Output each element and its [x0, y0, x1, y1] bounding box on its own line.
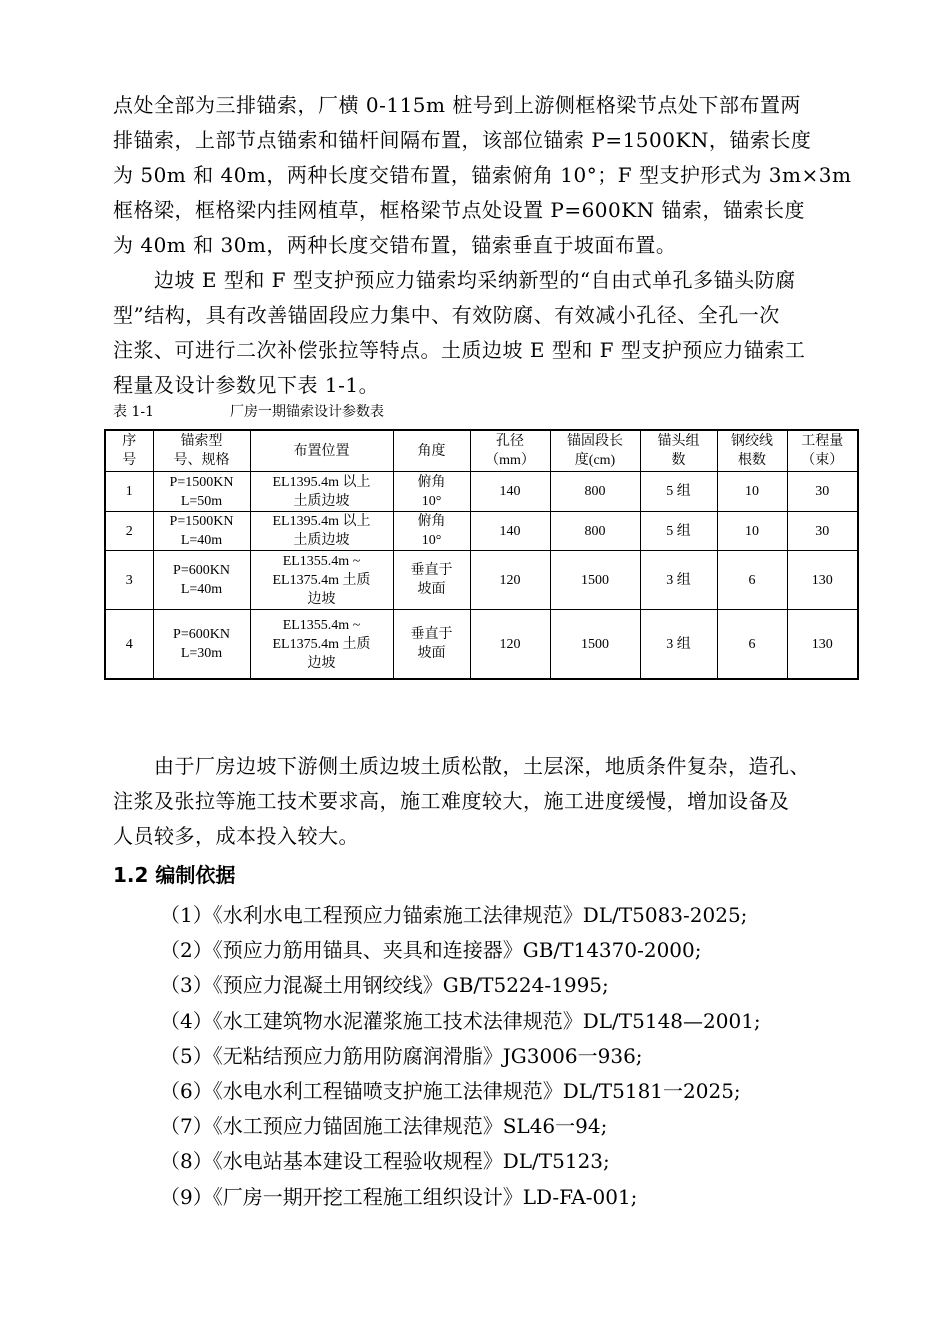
cell-heads: 3 组	[640, 610, 717, 680]
cell-location: EL1355.4m ~ EL1375.4m 土质 边坡	[250, 610, 393, 680]
header-angle: 角度	[393, 430, 470, 472]
text-line: 由于厂房边坡下游侧土质边坡土质松散，土层深，地质条件复杂，造孔、	[113, 754, 810, 778]
header-strands: 钢绞线 根数	[717, 430, 787, 472]
header-anchor-length: 锚固段长 度(cm)	[550, 430, 640, 472]
text-line: 点处全部为三排锚索，厂横 0-115m 桩号到上游侧框格梁节点处下部布置两	[113, 93, 801, 117]
cell-quantity: 130	[787, 610, 858, 680]
list-item: （5）《无粘结预应力筋用防腐润滑脂》JG3006一936;	[160, 1043, 643, 1068]
cell-anchor-length: 1500	[550, 551, 640, 610]
header-anchor-heads: 锚头组 数	[640, 430, 717, 472]
text-line: 程量及设计参数见下表 1-1。	[113, 373, 380, 397]
cell-no: 3	[105, 551, 153, 610]
cell-quantity: 30	[787, 472, 858, 512]
text-line: 人员较多，成本投入较大。	[113, 824, 359, 848]
table-row	[105, 512, 858, 551]
cell-spec: P=1500KN L=40m	[153, 512, 250, 551]
cell-angle: 俯角 10°	[393, 512, 470, 551]
text-line: 为 50m 和 40m，两种长度交错布置，锚索俯角 10°；F 型支护形式为 3m×3m	[113, 163, 852, 187]
paragraph-anchor-structure	[113, 263, 865, 403]
text-line: 注浆、可进行二次补偿张拉等特点。土质边坡 E 型和 F 型支护预应力锚索工	[113, 338, 806, 362]
header-quantity: 工程量 （束）	[787, 430, 858, 472]
list-item: （1）《水利水电工程预应力锚索施工法律规范》DL/T5083-2025;	[160, 903, 748, 927]
header-location: 布置位置	[250, 430, 393, 472]
cell-no: 2	[105, 512, 153, 551]
text-line: 边坡 E 型和 F 型支护预应力锚索均采纳新型的“自由式单孔多锚头防腐	[113, 268, 796, 292]
cell-strands: 6	[717, 610, 787, 680]
cell-strands: 10	[717, 472, 787, 512]
cell-anchor-length: 800	[550, 512, 640, 551]
cell-quantity: 30	[787, 512, 858, 551]
text-line: 注浆及张拉等施工技术要求高，施工难度较大，施工进度缓慢，增加设备及	[113, 789, 790, 813]
text-line: 框格梁，框格梁内挂网植草，框格梁节点处设置 P=600KN 锚索，锚索长度	[113, 198, 806, 222]
cell-strands: 6	[717, 551, 787, 610]
anchor-parameters-table	[104, 429, 859, 680]
list-item: （4）《水工建筑物水泥灌浆施工技术法律规范》DL/T5148—2001;	[160, 1008, 761, 1033]
cell-angle: 垂直于 坡面	[393, 551, 470, 610]
paragraph-continuation	[113, 88, 865, 263]
list-item: （9）《厂房一期开挖工程施工组织设计》LD-FA-001;	[160, 1184, 638, 1209]
paragraph-construction-difficulty	[113, 749, 865, 854]
cell-heads: 3 组	[640, 551, 717, 610]
table-row	[105, 551, 858, 610]
cell-anchor-length: 800	[550, 472, 640, 512]
cell-hole: 120	[470, 551, 550, 610]
cell-location: EL1355.4m ~ EL1375.4m 土质 边坡	[250, 551, 393, 610]
cell-hole: 120	[470, 610, 550, 680]
table-caption	[113, 402, 384, 422]
cell-spec: P=600KN L=30m	[153, 610, 250, 680]
table-header-row	[105, 430, 858, 472]
cell-location: EL1395.4m 以上 土质边坡	[250, 472, 393, 512]
cell-angle: 垂直于 坡面	[393, 610, 470, 680]
reference-list	[160, 898, 761, 1215]
cell-strands: 10	[717, 512, 787, 551]
cell-angle: 俯角 10°	[393, 472, 470, 512]
cell-spec: P=600KN L=40m	[153, 551, 250, 610]
cell-anchor-length: 1500	[550, 610, 640, 680]
header-spec: 锚索型 号、规格	[153, 430, 250, 472]
cell-no: 4	[105, 610, 153, 680]
cell-location: EL1395.4m 以上 土质边坡	[250, 512, 393, 551]
cell-heads: 5 组	[640, 472, 717, 512]
text-line: 型”结构，具有改善锚固段应力集中、有效防腐、有效减小孔径、全孔一次	[113, 303, 780, 327]
list-item: （7）《水工预应力锚固施工法律规范》SL46一94;	[160, 1114, 608, 1139]
header-no: 序 号	[105, 430, 153, 472]
cell-hole: 140	[470, 472, 550, 512]
section-heading: 1.2 编制依据	[113, 863, 236, 887]
cell-quantity: 130	[787, 551, 858, 610]
table-row	[105, 472, 858, 512]
cell-heads: 5 组	[640, 512, 717, 551]
list-item: （2）《预应力筋用锚具、夹具和连接器》GB/T14370-2000;	[160, 938, 702, 963]
header-hole-diameter: 孔径 （mm）	[470, 430, 550, 472]
list-item: （6）《水电水利工程锚喷支护施工法律规范》DL/T5181一2025;	[160, 1079, 741, 1104]
list-item: （3）《预应力混凝土用钢绞线》GB/T5224-1995;	[160, 973, 609, 998]
table-caption-title: 厂房一期锚索设计参数表	[230, 404, 384, 420]
cell-hole: 140	[470, 512, 550, 551]
cell-no: 1	[105, 472, 153, 512]
list-item: （8）《水电站基本建设工程验收规程》DL/T5123;	[160, 1149, 610, 1174]
cell-spec: P=1500KN L=50m	[153, 472, 250, 512]
table-row	[105, 610, 858, 680]
table-caption-number: 表 1-1	[113, 404, 154, 420]
text-line: 为 40m 和 30m，两种长度交错布置，锚索垂直于坡面布置。	[113, 233, 677, 257]
text-line: 排锚索，上部节点锚索和锚杆间隔布置，该部位锚索 P=1500KN，锚索长度	[113, 128, 812, 152]
